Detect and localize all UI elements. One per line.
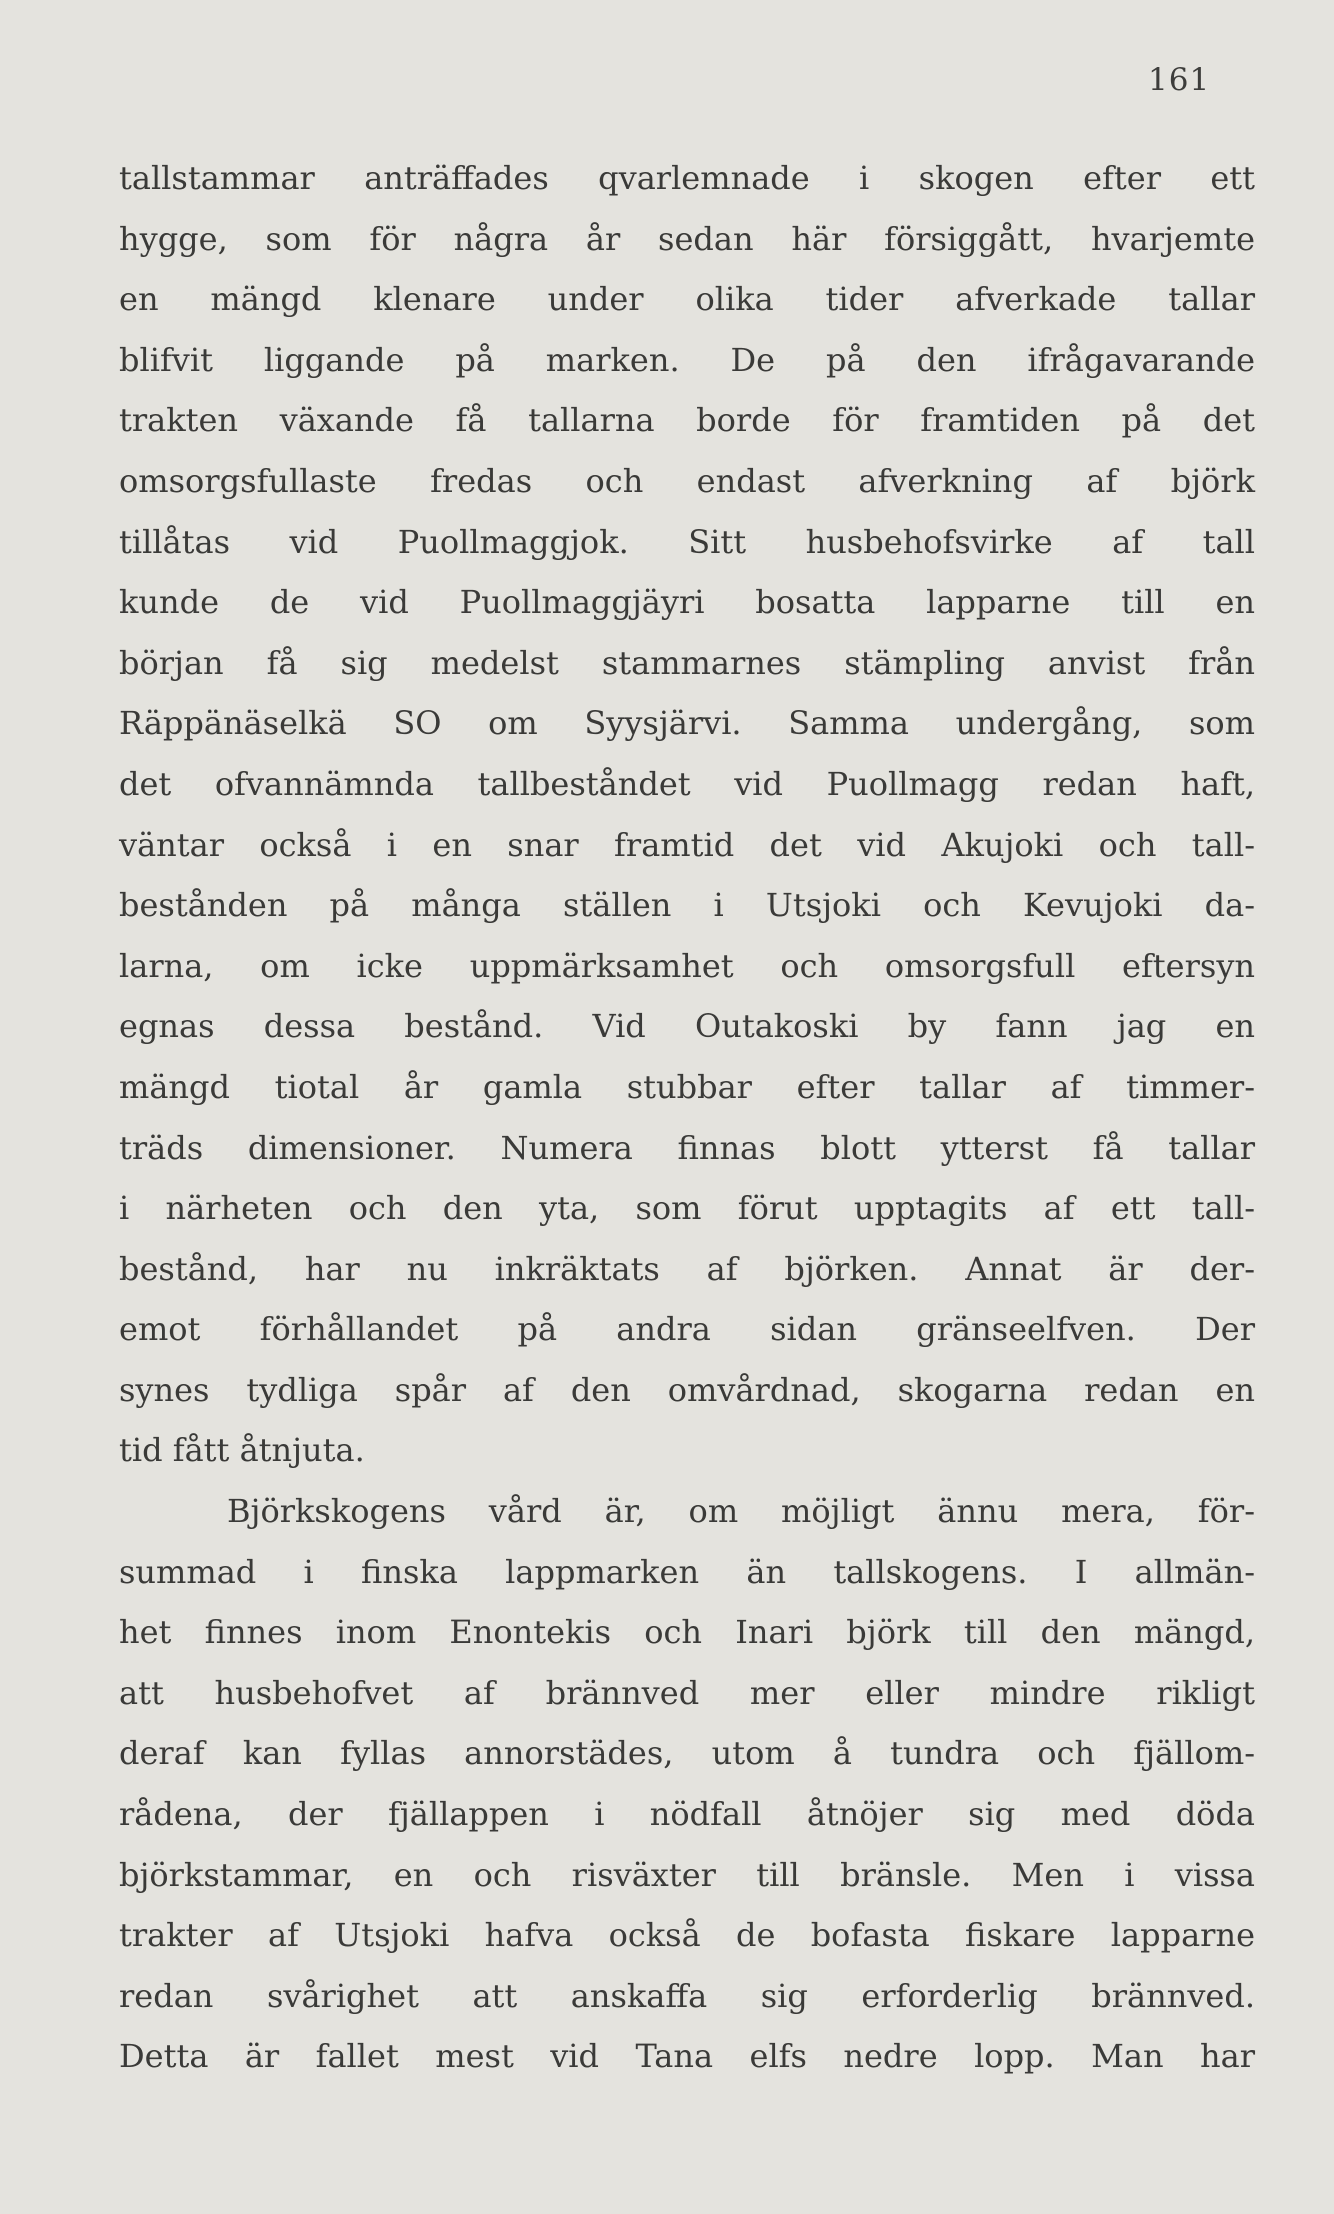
- text-line: väntar också i en snar framtid det vid Akujoki och tall-: [119, 825, 1255, 864]
- text-line: tillåtas vid Puollmaggjok. Sitt husbehofsvirke af tall: [119, 522, 1255, 561]
- text-line: egnas dessa bestånd. Vid Outakoski by fann jag en: [119, 1007, 1255, 1046]
- paragraph-start-line: Björkskogens vård är, om möjligt ännu mera, för-: [227, 1492, 1255, 1531]
- body-text: [119, 148, 1255, 2087]
- text-line: redan svårighet att anskaffa sig erforderlig brännved.: [119, 1976, 1255, 2015]
- text-line: träds dimensioner. Numera finnas blott ytterst få tallar: [119, 1128, 1255, 1167]
- text-line: bestånd, har nu inkräktats af björken. Annat är der-: [119, 1249, 1255, 1288]
- text-line: trakter af Utsjoki hafva också de bofasta fiskare lapparne: [119, 1916, 1255, 1955]
- text-line: kunde de vid Puollmaggjäyri bosatta lapparne till en: [119, 583, 1255, 622]
- text-line: Räppänäselkä SO om Syysjärvi. Samma undergång, som: [119, 704, 1255, 743]
- text-line: det ofvannämnda tallbeståndet vid Puollmagg redan haft,: [119, 764, 1255, 803]
- text-line: att husbehofvet af brännved mer eller mindre rikligt: [119, 1673, 1255, 1712]
- text-line: början få sig medelst stammarnes stämpling anvist från: [119, 643, 1255, 682]
- text-line: trakten växande få tallarna borde för framtiden på det: [119, 401, 1255, 440]
- text-line: rådena, der fjällappen i nödfall åtnöjer sig med döda: [119, 1795, 1255, 1834]
- text-line: hygge, som för några år sedan här försiggått, hvarjemte: [119, 219, 1255, 258]
- text-line: tallstammar anträffades qvarlemnade i skogen efter ett: [119, 159, 1255, 197]
- text-line: larna, om icke uppmärksamhet och omsorgsfull eftersyn: [119, 946, 1255, 985]
- text-line: björkstammar, en och risväxter till bränsle. Men i vissa: [119, 1855, 1255, 1894]
- text-line: bestånden på många ställen i Utsjoki och Kevujoki da-: [119, 886, 1255, 925]
- text-line: emot förhållandet på andra sidan gränseelfven. Der: [119, 1310, 1255, 1349]
- text-line: synes tydliga spår af den omvårdnad, skogarna redan en: [119, 1370, 1255, 1409]
- text-line: summad i finska lappmarken än tallskogens. I allmän-: [119, 1552, 1255, 1591]
- text-line: het finnes inom Enontekis och Inari björk till den mängd,: [119, 1613, 1255, 1652]
- text-line: blifvit liggande på marken. De på den ifrågavarande: [119, 340, 1255, 379]
- text-line: deraf kan fyllas annorstädes, utom å tundra och fjällom-: [119, 1734, 1255, 1773]
- text-line: i närheten och den yta, som förut upptagits af ett tall-: [119, 1189, 1255, 1228]
- text-line: Detta är fallet mest vid Tana elfs nedre lopp. Man har: [119, 2037, 1255, 2076]
- text-line: mängd tiotal år gamla stubbar efter tallar af timmer-: [119, 1067, 1255, 1106]
- text-line: en mängd klenare under olika tider afverkade tallar: [119, 280, 1255, 319]
- page-number: 161: [1148, 62, 1211, 98]
- paragraph-end-line: tid fått åtnjuta.: [119, 1431, 365, 1470]
- text-line: omsorgsfullaste fredas och endast afverkning af björk: [119, 461, 1255, 500]
